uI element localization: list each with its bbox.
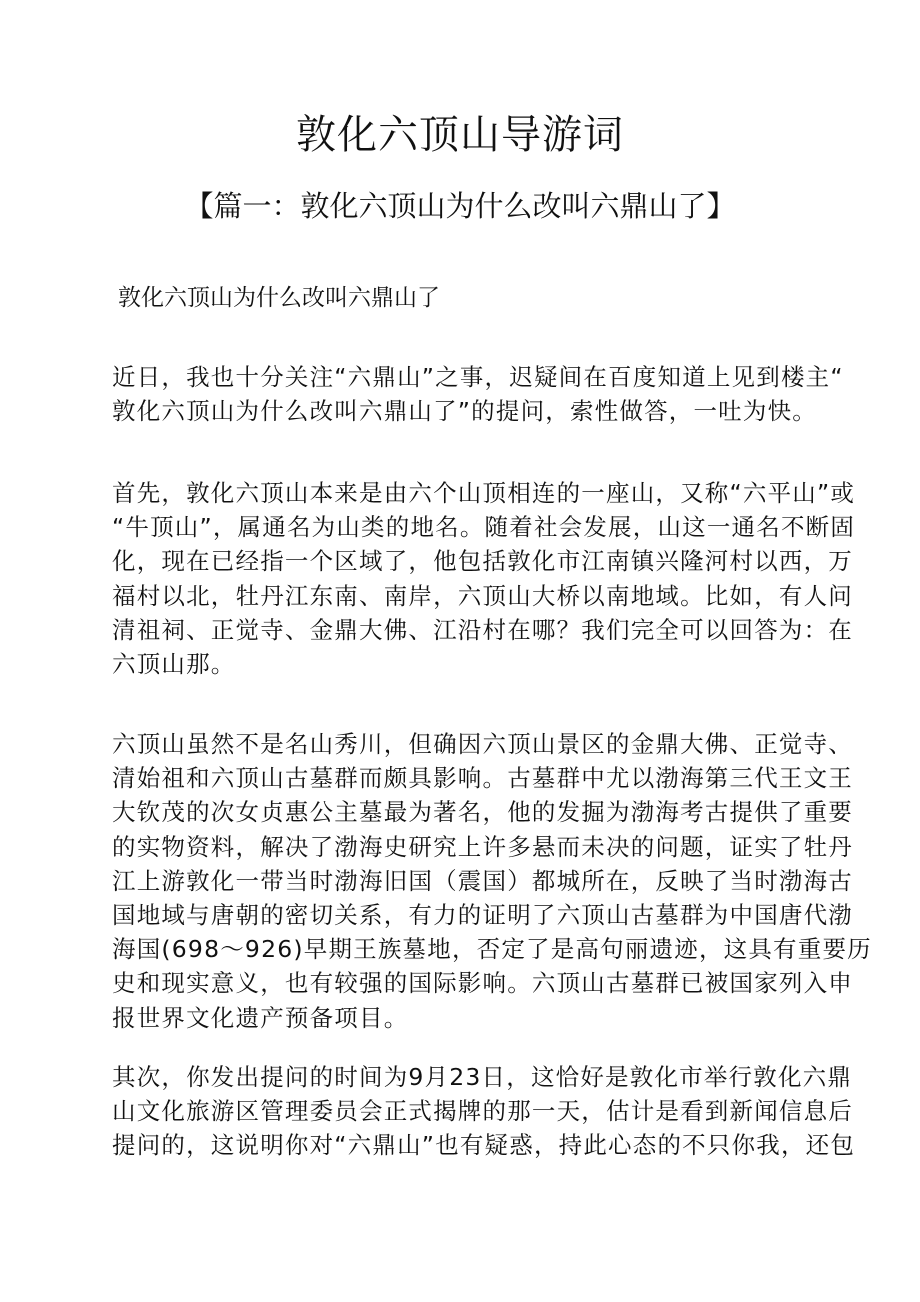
paragraph-line: 敦化六顶山为什么改叫六鼎山了”的提问，索性做答，一吐为快。 xyxy=(112,397,817,426)
paragraph-line: 清祖祠、正觉寺、金鼎大佛、江沿村在哪？我们完全可以回答为：在 xyxy=(112,615,853,644)
paragraph-line: 六顶山虽然不是名山秀川，但确因六顶山景区的金鼎大佛、正觉寺、 xyxy=(112,730,853,758)
paragraph-line: 史和现实意义，也有较强的国际影响。六顶山古墓群已被国家列入申 xyxy=(112,969,853,998)
paragraph-line: 报世界文化遗产预备项目。 xyxy=(112,1003,409,1032)
paragraph-line: 首先，敦化六顶山本来是由六个山顶相连的一座山，又称“六平山”或 xyxy=(112,479,856,507)
paragraph xyxy=(112,727,872,1035)
paragraph-line: 清始祖和六顶山古墓群而颇具影响。古墓群中尤以渤海第三代王文王 xyxy=(112,764,853,793)
section-heading: 敦化六顶山为什么改叫六鼎山了 xyxy=(118,285,440,311)
paragraph-line: 江上游敦化一带当时渤海旧国（震国）都城所在，反映了当时渤海古 xyxy=(112,866,853,895)
paragraph-line: 六顶山那。 xyxy=(112,650,236,679)
paragraph-line: 提问的，这说明你对“六鼎山”也有疑惑，持此心态的不只你我，还包 xyxy=(112,1131,856,1160)
paragraph-line: 福村以北，牡丹江东南、南岸，六顶山大桥以南地域。比如，有人问 xyxy=(112,581,853,610)
document-subtitle: 【篇一：敦化六顶山为什么改叫六鼎山了】 xyxy=(184,189,736,223)
paragraph-line: 其次，你发出提问的时间为9月23日，这恰好是敦化市举行敦化六鼎 xyxy=(112,1063,853,1091)
paragraph-line: 大钦茂的次女贞惠公主墓最为著名，他的发掘为渤海考古提供了重要 xyxy=(112,798,853,827)
paragraph xyxy=(112,360,844,428)
paragraph-line: “牛顶山”，属通名为山类的地名。随着社会发展，山这一通名不断固 xyxy=(112,513,856,542)
paragraph-line: 海国(698～926)早期王族墓地，否定了是高句丽遗迹，这具有重要历 xyxy=(112,935,872,964)
paragraph xyxy=(112,1060,855,1163)
paragraph-line: 化，现在已经指一个区域了，他包括敦化市江南镇兴隆河村以西，万 xyxy=(112,547,853,576)
paragraph-line: 国地域与唐朝的密切关系，有力的证明了六顶山古墓群为中国唐代渤 xyxy=(112,901,853,930)
paragraph xyxy=(112,476,855,681)
paragraph-line: 近日，我也十分关注“六鼎山”之事，迟疑间在百度知道上见到楼主“ xyxy=(112,363,844,391)
document-title: 敦化六顶山导游词 xyxy=(296,112,624,158)
paragraph-line: 的实物资料，解决了渤海史研究上许多悬而未决的问题，证实了牡丹 xyxy=(112,832,853,861)
paragraph-line: 山文化旅游区管理委员会正式揭牌的那一天，估计是看到新闻信息后 xyxy=(112,1097,853,1126)
